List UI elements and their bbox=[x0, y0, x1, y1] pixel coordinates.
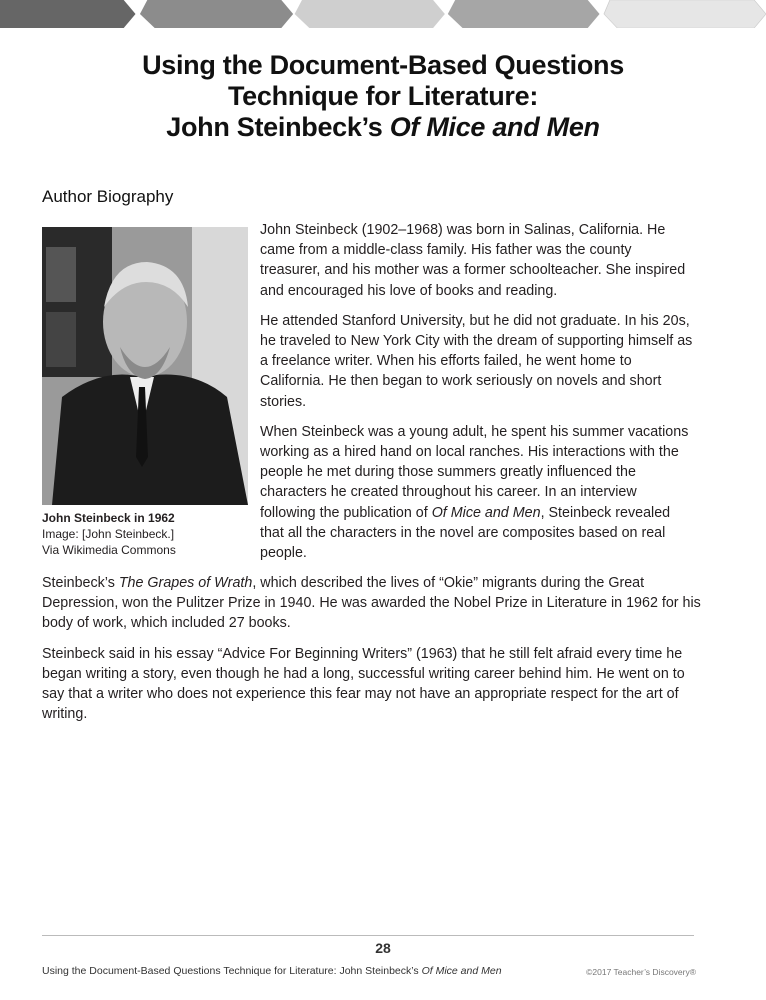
paragraph: Steinbeck said in his essay “Advice For Beginning Writers” (1963) that he still felt afraid every time he began writing a story, even though he had a long, successful writing career behind him. He went on to say that a writer who does not experience this fear may not have an appropriate respect for the art of writing. bbox=[42, 645, 685, 723]
paragraph: John Steinbeck (1902–1968) was born in Salinas, California. He came from a middle-class family. His father was the county treasurer, and his mother was a former schoolteacher. She inspired and encouraged his love of books and reading. bbox=[260, 222, 686, 299]
caption-title: John Steinbeck in 1962 bbox=[42, 511, 175, 525]
paragraph bbox=[42, 573, 702, 634]
biography-full-width bbox=[42, 573, 702, 734]
caption-source: Via Wikimedia Commons bbox=[42, 543, 176, 557]
book-title: The Grapes of Wrath bbox=[118, 575, 253, 591]
page-number: 28 bbox=[375, 940, 391, 956]
page-title bbox=[0, 50, 766, 143]
paragraph bbox=[260, 422, 695, 563]
title-line-2: Technique for Literature: bbox=[227, 81, 539, 111]
title-line-3 bbox=[0, 112, 766, 143]
book-title: Of Mice and Men bbox=[421, 965, 502, 977]
banner-segment bbox=[604, 0, 766, 28]
photo-caption bbox=[42, 510, 252, 558]
text: When Steinbeck was a young adult, he spent his summer vacations working as a hired hand on local ranches. His interactions with the people he met during those summers greatly influenced the characters he created throughout his career. In an interview following the publication of bbox=[260, 423, 689, 521]
title-line-1: Using the Document-Based Questions bbox=[142, 50, 624, 80]
banner-segment bbox=[140, 0, 293, 28]
text: , Steinbeck revealed that all the characters in the novel are composites based on real people. bbox=[260, 504, 671, 562]
biography-column bbox=[260, 220, 695, 573]
text: , which described the lives of “Okie” migrants during the Great Depression, won the Pulitzer Prize in 1940. He was awarded the Nobel Prize in Literature in 1962 for his body of work, which included 27 books. bbox=[42, 575, 701, 632]
text: Using the Document-Based Questions Technique for Literature: John Steinbeck’s bbox=[42, 965, 422, 977]
banner-segment bbox=[295, 0, 445, 28]
banner-segment bbox=[0, 0, 136, 28]
book-title: Of Mice and Men bbox=[431, 504, 541, 521]
paragraph: He attended Stanford University, but he did not graduate. In his 20s, he traveled to New York City with the dream of supporting himself as a freelance writer. When his efforts failed, he went home to California. He then began to work seriously on novels and short stories. bbox=[260, 312, 693, 410]
title-text: John Steinbeck’s bbox=[166, 112, 390, 142]
banner-segment bbox=[448, 0, 600, 28]
footer-divider bbox=[42, 935, 694, 936]
author-photo bbox=[42, 227, 248, 505]
section-heading: Author Biography bbox=[42, 187, 174, 206]
decorative-banner bbox=[0, 0, 766, 28]
copyright: ©2017 Teacher’s Discovery® bbox=[586, 967, 696, 977]
footer-title bbox=[42, 965, 502, 977]
caption-credit: Image: [John Steinbeck.] bbox=[42, 527, 175, 541]
text: Steinbeck’s bbox=[42, 575, 119, 591]
title-book: Of Mice and Men bbox=[389, 112, 600, 142]
